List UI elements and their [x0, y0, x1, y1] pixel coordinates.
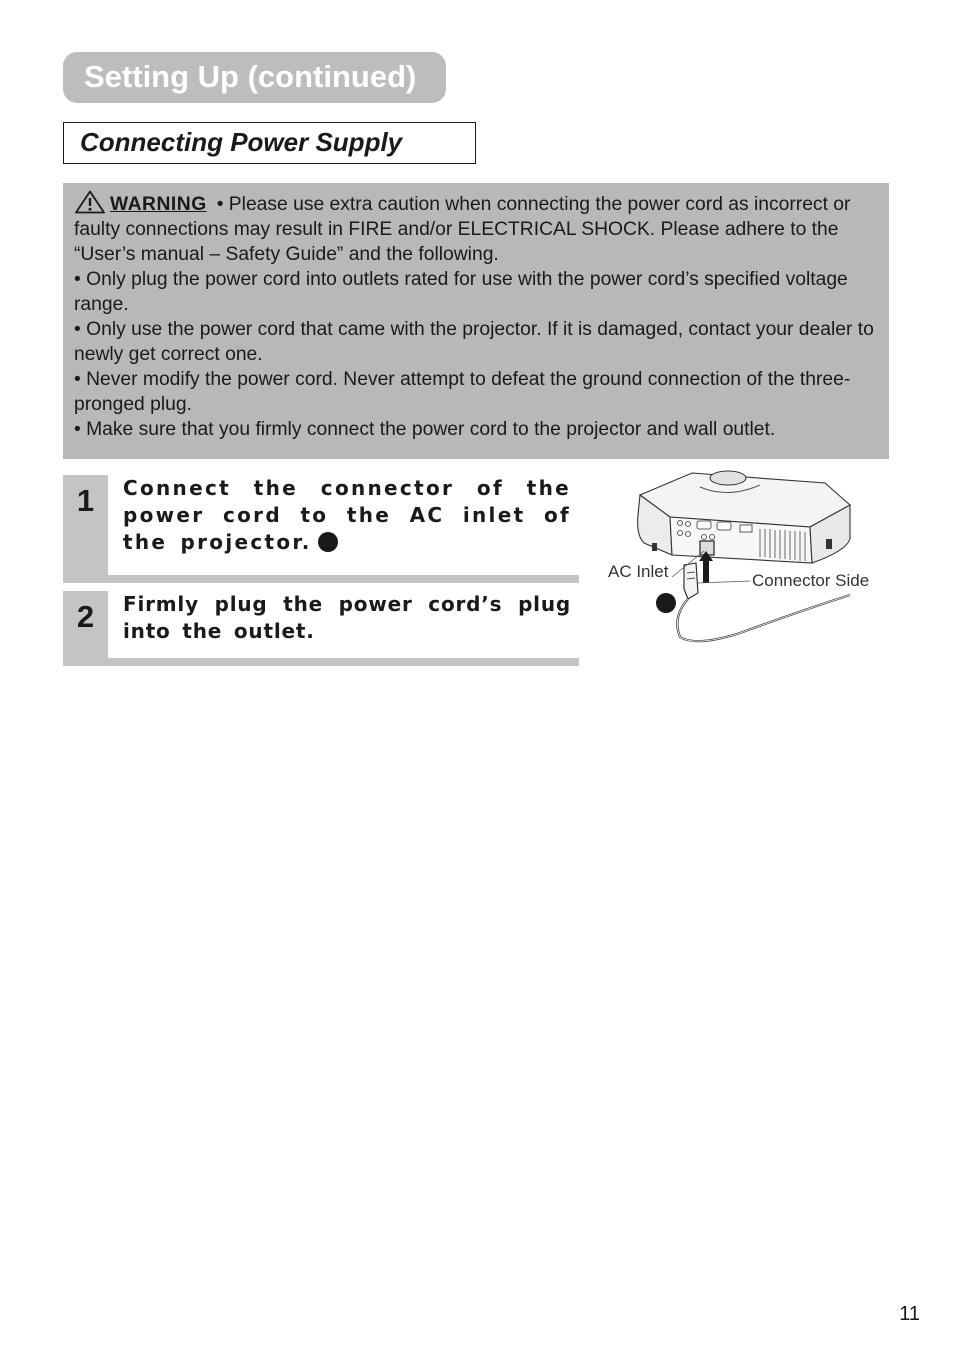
power-connection-figure	[600, 465, 890, 655]
warning-triangle-icon	[74, 190, 106, 214]
step-instruction: Firmly plug the power cord’s plug into the outlet.	[123, 592, 571, 643]
warning-label: WARNING	[110, 194, 207, 215]
projector-illustration	[600, 465, 890, 655]
step-number: 2	[76, 599, 95, 634]
step-body	[108, 475, 579, 575]
page-number: 11	[899, 1303, 920, 1325]
warning-bullet: • Only plug the power cord into outlets rated for use with the power cord’s specified voltage range.	[74, 269, 848, 315]
section-heading-box	[63, 122, 476, 164]
warning-bullet: • Make sure that you firmly connect the power cord to the projector and wall outlet.	[74, 419, 776, 440]
step-2	[63, 591, 579, 666]
step-instruction: Connect the connector of the power cord to the AC inlet of the projector.	[123, 476, 571, 554]
step-1	[63, 475, 579, 583]
step-number: 1	[76, 483, 95, 518]
warning-intro	[74, 190, 879, 267]
step-text	[123, 475, 571, 556]
page-title-banner	[63, 52, 446, 103]
connector-side-label: Connector Side	[752, 571, 870, 590]
warning-intro-text: • Please use extra caution when connecting the power cord as incorrect or faulty connections may result in FIRE and/or ELECTRICAL SHOCK. Please adhere to the “User’s manual – Safety Guide” and the following.	[74, 194, 851, 265]
step-body	[108, 591, 579, 658]
page-title: Setting Up (continued)	[84, 59, 417, 94]
warning-bullet: • Never modify the power cord. Never attempt to defeat the ground connection of the three-pronged plug.	[74, 369, 851, 415]
step-text	[123, 591, 571, 645]
ac-inlet-label: AC Inlet	[608, 562, 669, 581]
warning-panel	[63, 183, 889, 459]
section-title: Connecting Power Supply	[80, 127, 403, 157]
warning-bullet: • Only use the power cord that came with the projector. If it is damaged, contact your dealer to newly get correct one.	[74, 319, 874, 365]
callout-marker-icon	[318, 532, 338, 552]
